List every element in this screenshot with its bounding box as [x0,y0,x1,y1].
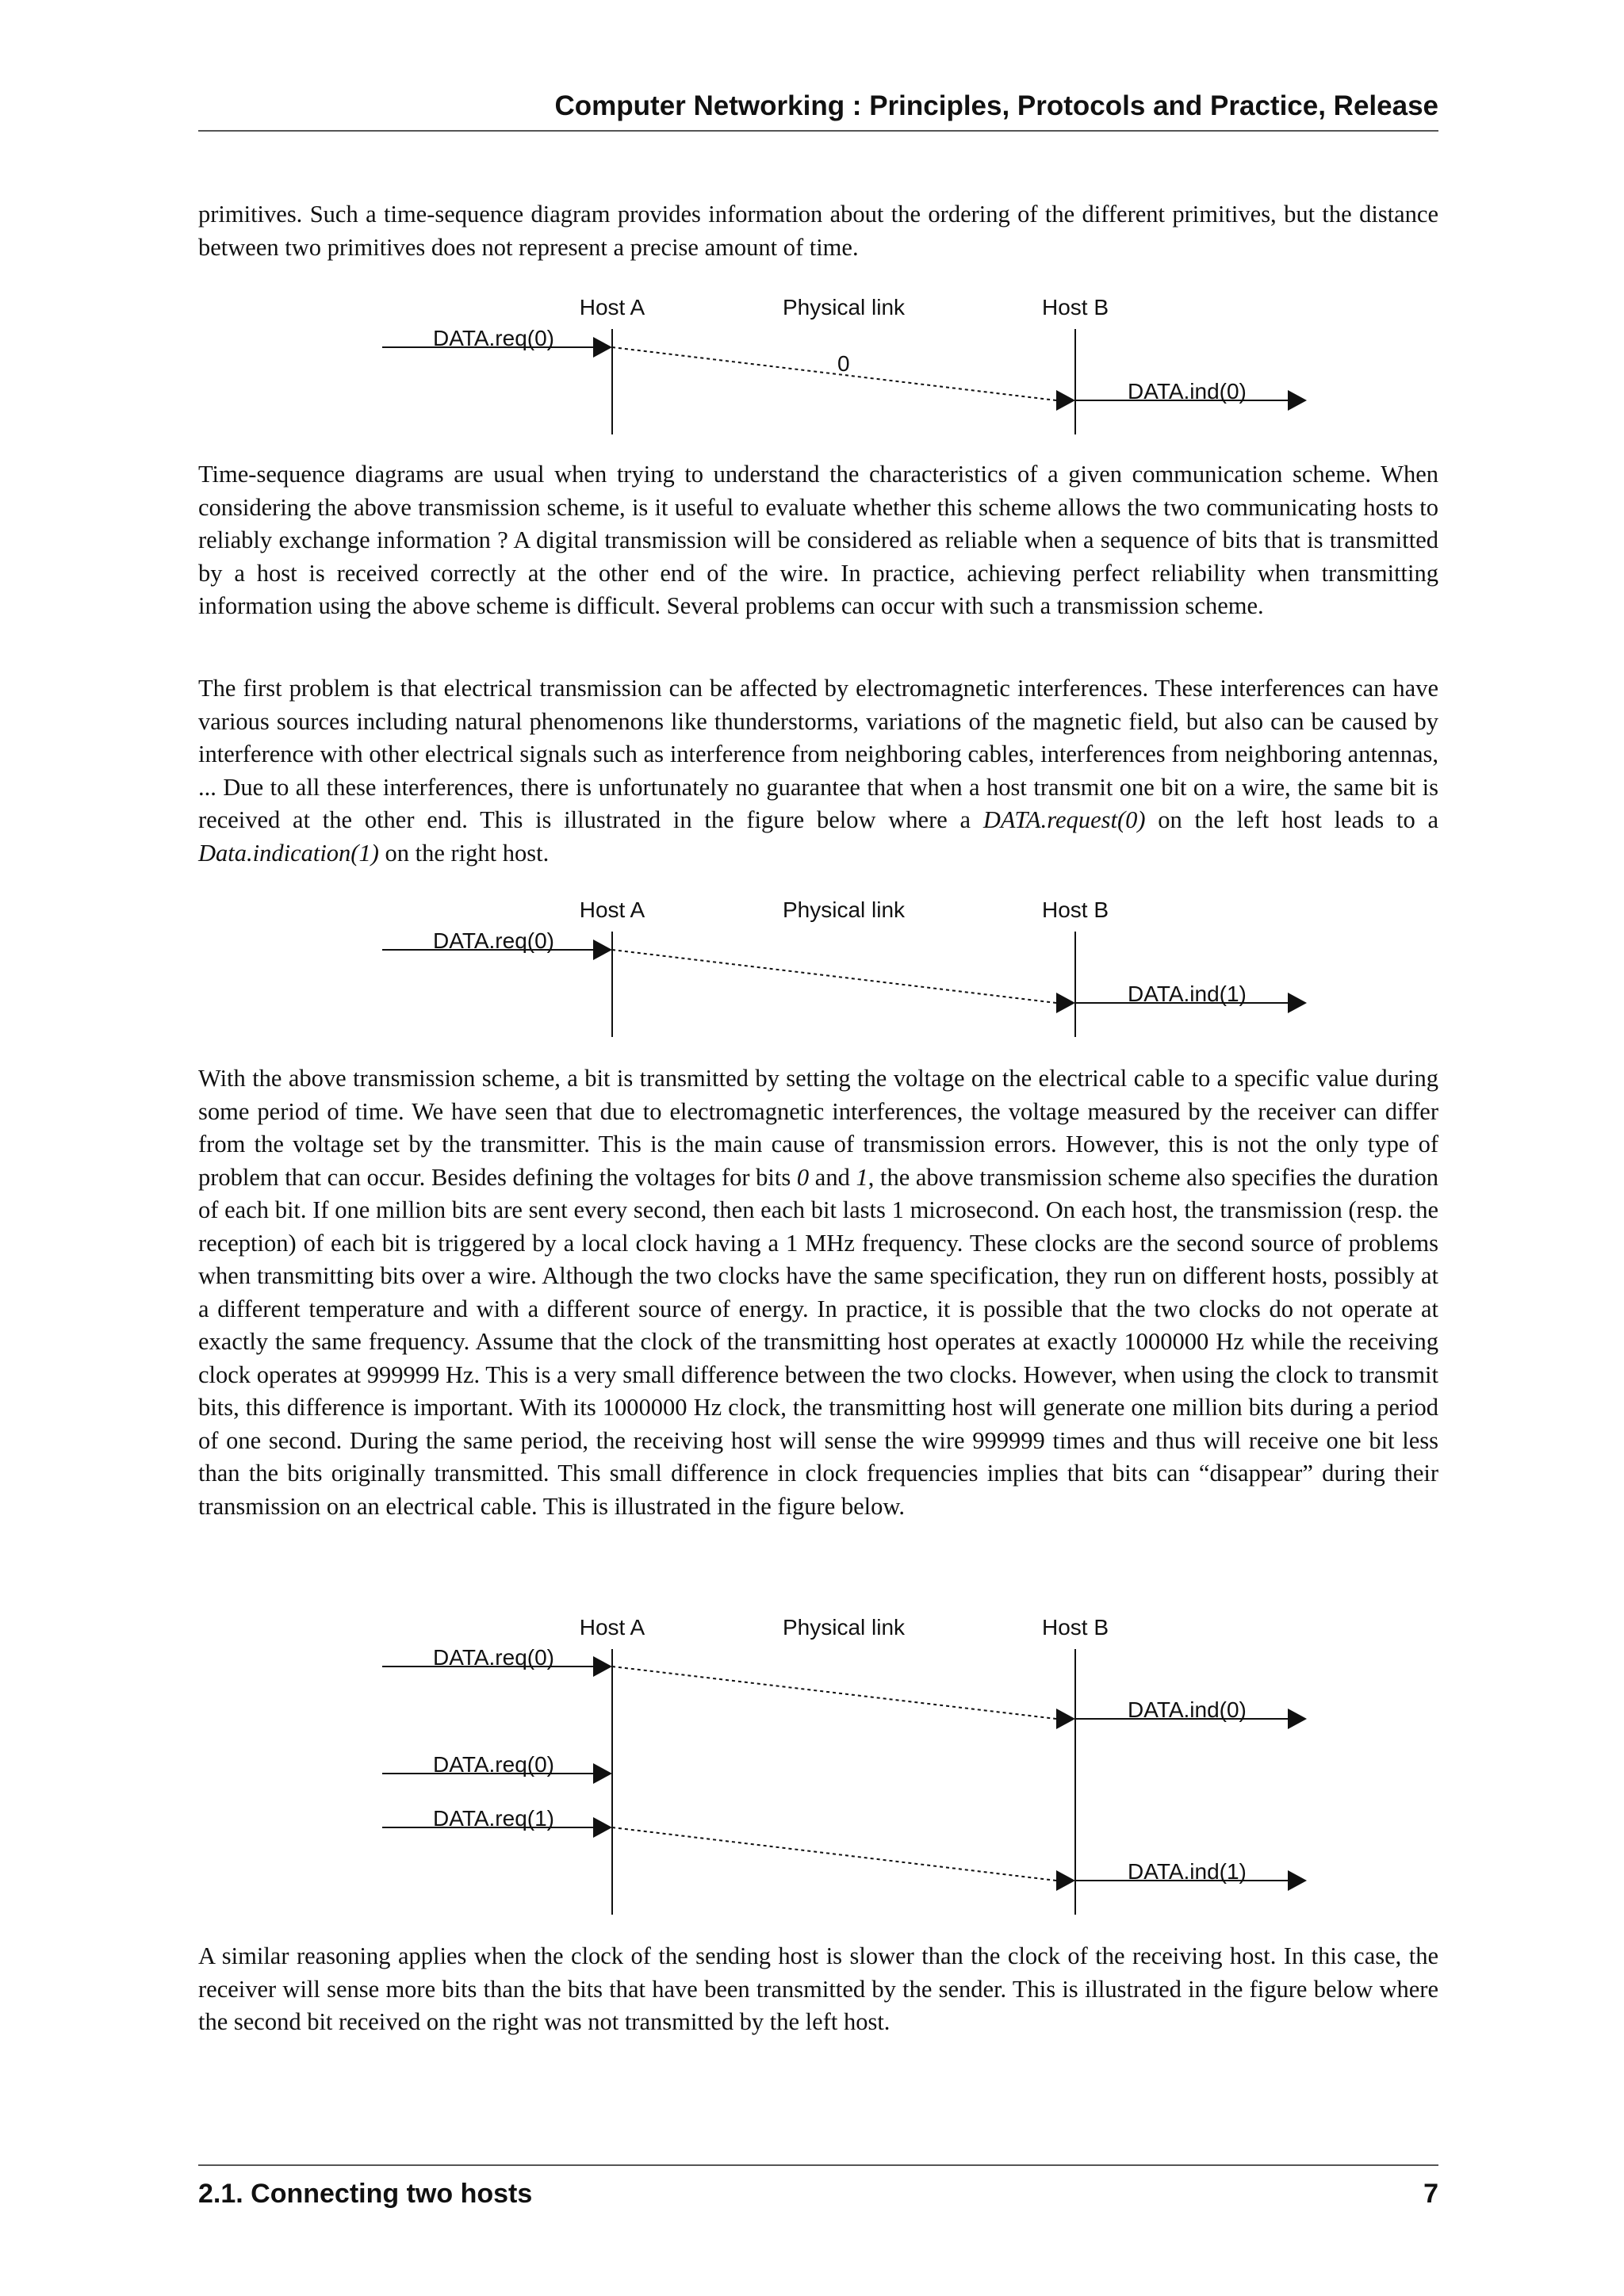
host-a-label: Host A [579,1615,645,1640]
paragraph-3-emphasis-1: DATA.request(0) [982,806,1146,833]
indication-arrow-icon [1288,390,1307,411]
propagation-line [612,1827,1056,1881]
paragraph-3 [198,672,1438,870]
indication-label: DATA.ind(0) [1128,1697,1247,1722]
propagation-line [612,347,1056,400]
indication-arrow-icon [1288,993,1307,1013]
paragraph-5: A similar reasoning applies when the clock of the sending host is slower than the clock of the receiving host. In this case, the receiver will sense more bits than the bits that have been transmitted by the sender. This is illustrated in the figure below where the second bit received on the right was not transmitted by the left host. [198,1942,1438,2035]
paragraph-4 [198,1062,1438,1523]
propagation-line [612,1667,1056,1719]
physical-link-label: Physical link [782,1615,906,1640]
request-arrow-icon [593,939,612,960]
request-label: DATA.req(0) [433,326,554,350]
indication-label: DATA.ind(1) [1128,1859,1247,1884]
paragraph-4-emphasis-2: 1 [856,1163,868,1191]
host-b-label: Host B [1041,295,1109,320]
paragraph-3-emphasis-2: Data.indication(1) [198,839,379,867]
request-label: DATA.req(0) [433,928,554,953]
diagram-1 [0,285,1624,444]
physical-link-label: Physical link [782,897,906,922]
host-a-label: Host A [579,295,645,320]
propagation-arrow-icon [1056,390,1075,411]
request-label: DATA.req(1) [433,1806,554,1831]
host-a-label: Host A [579,897,645,922]
host-b-label: Host B [1041,897,1109,922]
paragraph-3-text-c: on the right host. [378,839,550,867]
diagram-3 [0,1605,1624,1931]
paragraph-4-text-c: , the above transmission scheme also specifies the duration of each bit. If one million bits are sent every second, then each bit lasts 1 microsecond. On each host, the transmission (resp. the reception) of each bit is triggered by a local clock having a 1 MHz frequency. These clocks are the second source of problems when transmitting bits over a wire. Although the two clocks have the same specification, they run on different hosts, possibly at a different temperature and with a different source of energy. In practice, it is possible that the two clocks do not operate at exactly the same frequency. Assume that the clock of the transmitting host operates at exactly 1000000 Hz while the receiving clock operates at 999999 Hz. This is a very small difference between the two clocks. However, when using the clock to transmit bits, this difference is important. With its 1000000 Hz clock, the transmitting host will generate one million bits during a period of one second. During the same period, the receiving host will sense the wire 999999 times and thus will receive one bit less than the bits originally transmitted. This small difference in clock frequencies implies that bits can “disappear” during their transmission on an electrical cable. This is illustrated in the figure below. [198,1163,1438,1520]
request-arrow-icon [593,1763,612,1784]
page-header [198,86,1438,132]
paragraph-3-text-b: on the left host leads to a [1145,806,1438,833]
bit-label: 0 [837,351,850,376]
physical-link-label: Physical link [782,295,906,320]
host-b-label: Host B [1041,1615,1109,1640]
request-arrow-icon [593,1817,612,1838]
propagation-arrow-icon [1056,1870,1075,1891]
page-footer [198,2164,1438,2221]
request-arrow-icon [593,1656,612,1677]
indication-arrow-icon [1288,1870,1307,1891]
paragraph-4-text-b: and [809,1163,856,1191]
header-title: Computer Networking : Principles, Protocols and Practice, Release [554,90,1438,121]
footer-section-link[interactable]: 2.1. Connecting two hosts [198,2179,533,2209]
indication-label: DATA.ind(1) [1128,982,1247,1006]
propagation-arrow-icon [1056,993,1075,1013]
propagation-line [612,950,1056,1003]
indication-arrow-icon [1288,1709,1307,1729]
request-label: DATA.req(0) [433,1752,554,1777]
page-number: 7 [1423,2179,1438,2209]
indication-label: DATA.ind(0) [1128,379,1247,404]
paragraph-3-text-a: The first problem is that electrical transmission can be affected by electromagnetic interferences. These interferences can have various sources including natural phenomenons like thunderstorms, variations of the magnetic field, but also can be caused by interference with other electrical signals such as interference from neighboring cables, interferences from neighboring antennas, ... Due to all these interferences, there is unfortunately no guarantee that when a host transmit one bit on a wire, the same bit is received at the other end. This is illustrated in the figure below where a [198,675,1438,833]
request-label: DATA.req(0) [433,1645,554,1670]
diagram-2 [0,888,1624,1047]
paragraph-1: primitives. Such a time-sequence diagram provides information about the ordering of the different primitives, but the distance between two primitives does not represent a precise amount of time. [198,201,1438,261]
request-arrow-icon [593,337,612,358]
paragraph-4-emphasis-1: 0 [796,1163,810,1191]
paragraph-2: Time-sequence diagrams are usual when trying to understand the characteristics of a given communication scheme. When considering the above transmission scheme, is it useful to evaluate whether this scheme allows the two communicating hosts to reliably exchange information ? A digital transmission will be considered as reliable when a sequence of bits that is transmitted by a host is received correctly at the other end of the wire. In practice, achieving perfect reliability when transmitting information using the above scheme is difficult. Several problems can occur with such a transmission scheme. [198,461,1438,619]
propagation-arrow-icon [1056,1709,1075,1729]
paragraph-4-text-a: With the above transmission scheme, a bit is transmitted by setting the voltage on the electrical cable to a specific value during some period of time. We have seen that due to electromagnetic interferences, the voltage measured by the receiver can differ from the voltage set by the transmitter. This is the main cause of transmission errors. However, this is not the only type of problem that can occur. Besides defining the voltages for bits [198,1065,1438,1191]
